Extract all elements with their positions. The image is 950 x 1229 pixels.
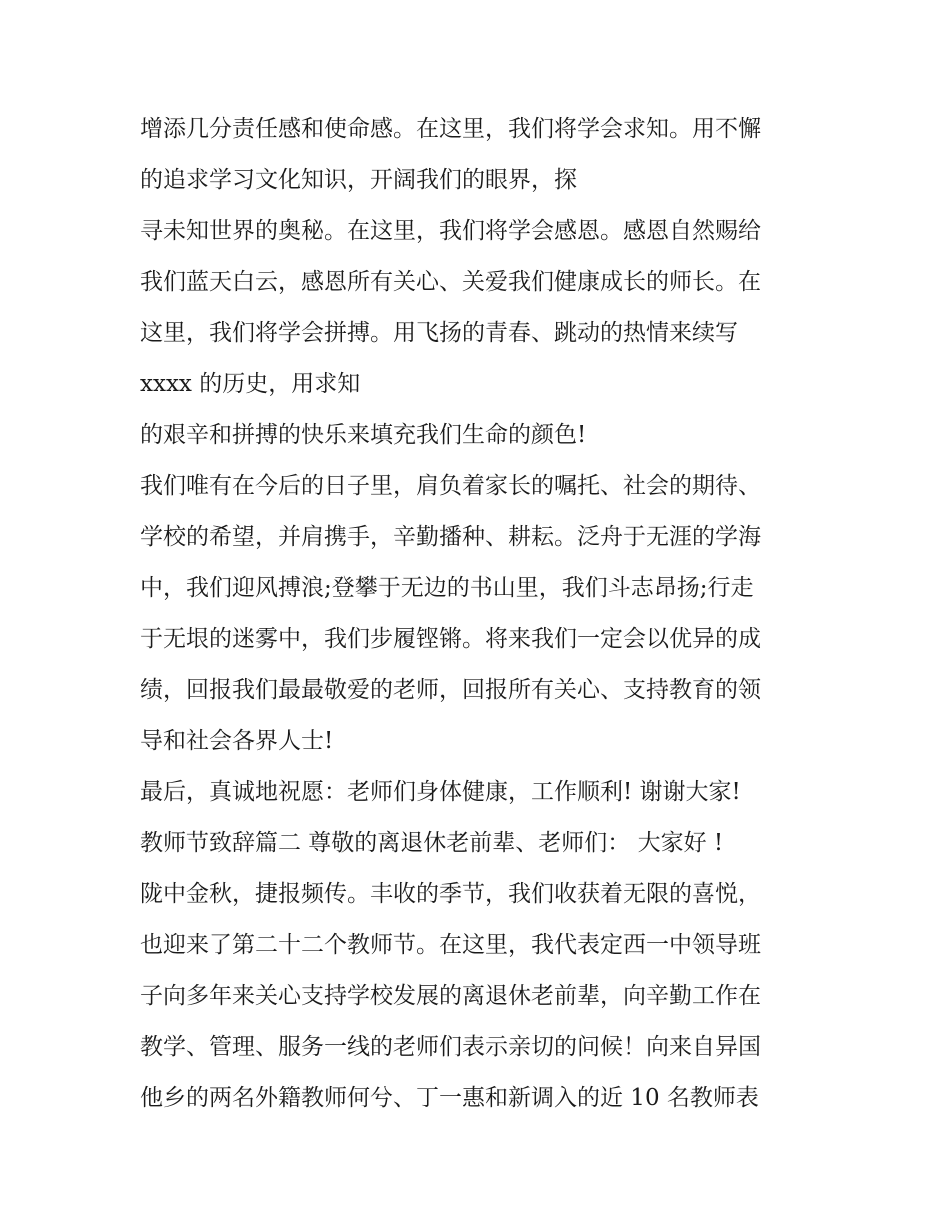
- text-line: 他乡的两名外籍教师何兮、丁一惠和新调入的近 10 名教师表: [140, 1085, 759, 1111]
- text-line: xxxx 的历史，用求知: [140, 371, 361, 397]
- text-line: 的艰辛和拼搏的快乐来填充我们生命的颜色!: [140, 422, 587, 448]
- text-line: 中，我们迎风搏浪;登攀于无边的书山里，我们斗志昂扬;行走: [140, 575, 754, 601]
- text-line: 寻未知世界的奥秘。在这里，我们将学会感恩。感恩自然赐给: [140, 218, 761, 244]
- text-line: 子向多年来关心支持学校发展的离退休老前辈，向辛勤工作在: [140, 983, 761, 1009]
- text-line: 学校的希望，并肩携手，辛勤播种、耕耘。泛舟于无涯的学海: [140, 524, 761, 550]
- text-line: 教学、管理、服务一线的老师们表示亲切的问候！向来自异国: [140, 1034, 761, 1060]
- text-line: 导和社会各界人士!: [140, 728, 334, 754]
- text-line: 我们蓝天白云，感恩所有关心、关爱我们健康成长的师长。在: [140, 269, 761, 295]
- text-line: 于无垠的迷雾中，我们步履铿锵。将来我们一定会以优异的成: [140, 626, 761, 652]
- text-line: 也迎来了第二十二个教师节。在这里，我代表定西一中领导班: [140, 932, 761, 958]
- text-line: 绩，回报我们最最敬爱的老师，回报所有关心、支持教育的领: [140, 677, 761, 703]
- document-body: [140, 104, 830, 1124]
- text-line: 增添几分责任感和使命感。在这里，我们将学会求知。用不懈: [140, 116, 761, 142]
- text-line: 的追求学习文化知识，开阔我们的眼界，探: [140, 167, 577, 193]
- text-line: 最后，真诚地祝愿：老师们身体健康，工作顺利! 谢谢大家!: [140, 779, 741, 805]
- text-line: 我们唯有在今后的日子里，肩负着家长的嘱托、社会的期待、: [140, 473, 761, 499]
- text-line: 这里，我们将学会拼搏。用飞扬的青春、跳动的热情来续写: [140, 320, 738, 346]
- text-line: 陇中金秋，捷报频传。丰收的季节，我们收获着无限的喜悦，: [140, 881, 761, 907]
- section-heading-line: 教师节致辞篇二 尊敬的离退休老前辈、老师们： 大家好 !: [140, 830, 724, 856]
